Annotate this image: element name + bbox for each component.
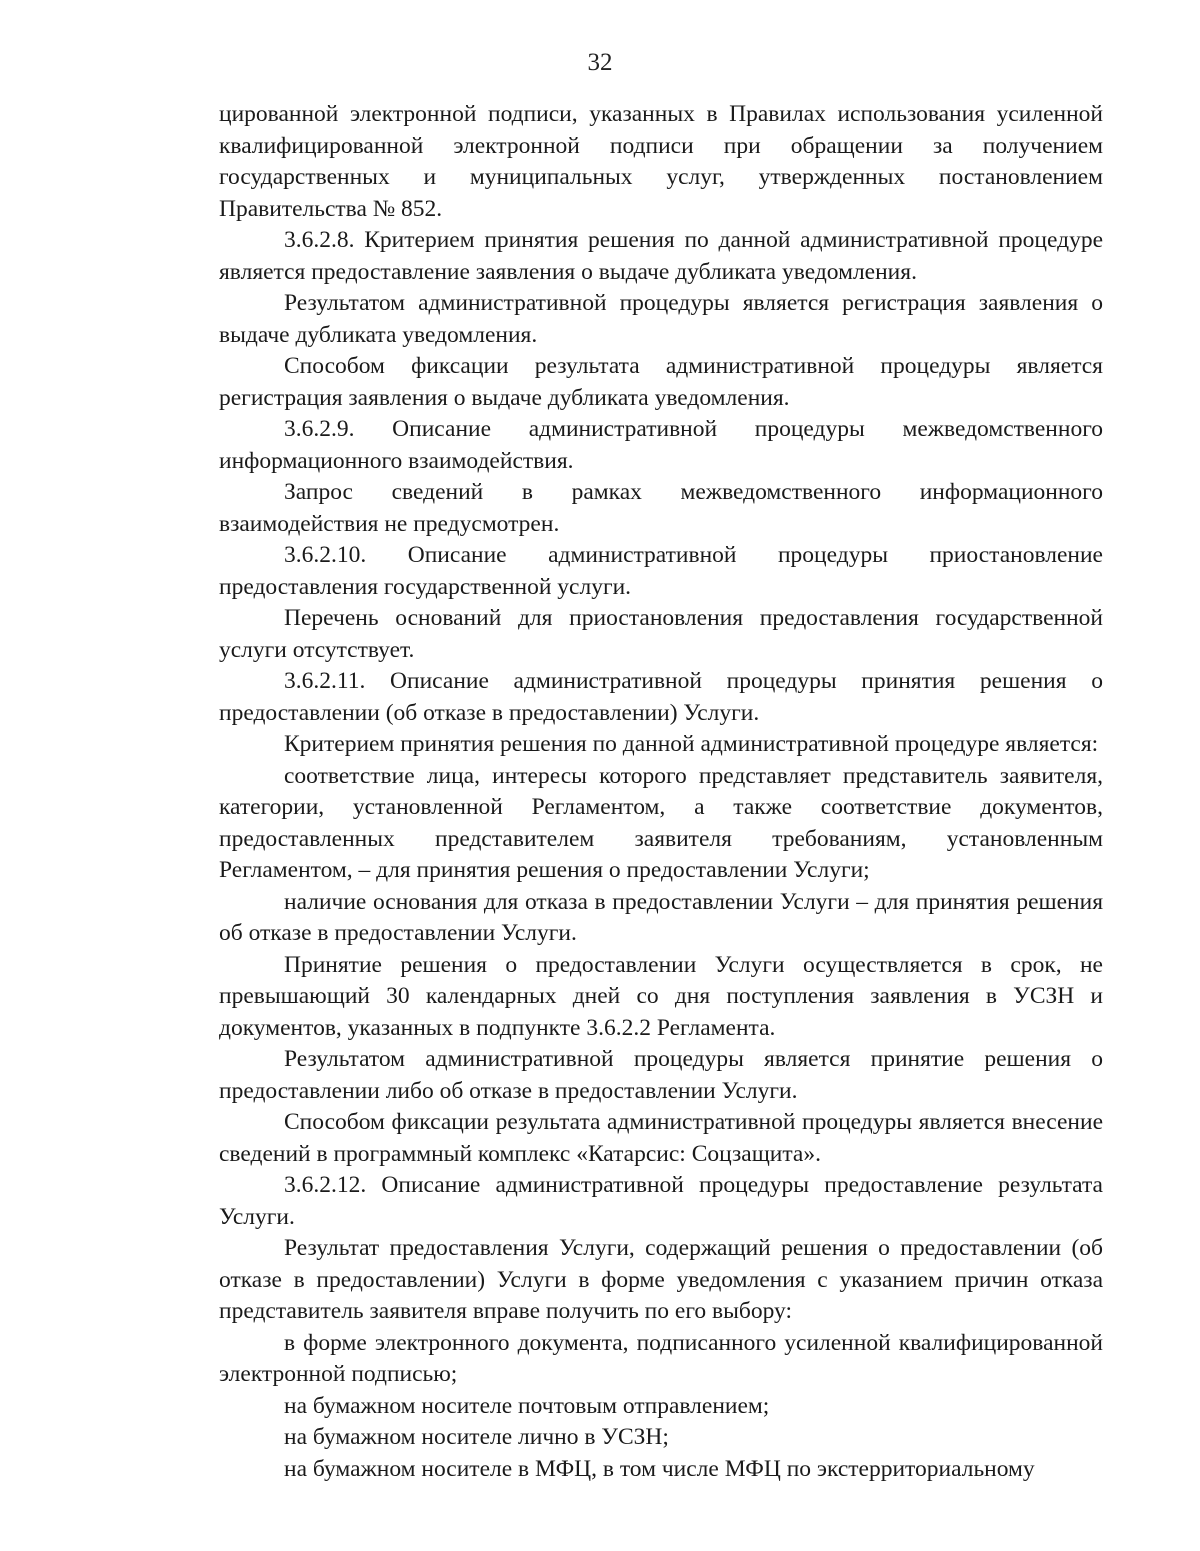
paragraph: Способом фиксации результата административной процедуры является регистрация заявления о выдаче дубликата уведомления. <box>219 353 1103 411</box>
paragraph: Способом фиксации результата административной процедуры является внесение сведений в программный комплекс «Катарсис: Соцзащита». <box>219 1109 1103 1167</box>
paragraph: Результатом административной процедуры является принятие решения о предоставлении либо об отказе в предоставлении Услуги. <box>219 1046 1103 1104</box>
paragraph: цированной электронной подписи, указанных в Правилах использования усиленной квалифицированной электронной подписи при обращении за получением государственных и муниципальных услуг, утвержденных постановлением Правительства № 852. <box>219 101 1103 222</box>
paragraph: Результатом административной процедуры является регистрация заявления о выдаче дубликата уведомления. <box>219 290 1103 348</box>
paragraph: 3.6.2.12. Описание административной процедуры предоставление результата Услуги. <box>219 1172 1103 1230</box>
paragraph: Принятие решения о предоставлении Услуги осуществляется в срок, не превышающий 30 календарных дней со дня поступления заявления в УСЗН и документов, указанных в подпункте 3.6.2.2 Регламента. <box>219 951 1103 1041</box>
paragraph: на бумажном носителе в МФЦ, в том числе МФЦ по экстерриториальному <box>284 1455 1035 1482</box>
paragraph: на бумажном носителе лично в УСЗН; <box>284 1424 669 1450</box>
paragraph: Запрос сведений в рамках межведомственного информационного взаимодействия не предусмотрен. <box>219 479 1103 537</box>
paragraph: 3.6.2.9. Описание административной процедуры межведомственного информационного взаимодействия. <box>219 416 1103 474</box>
paragraph: 3.6.2.8. Критерием принятия решения по данной административной процедуре является предоставление заявления о выдаче дубликата уведомления. <box>219 227 1103 285</box>
paragraph: в форме электронного документа, подписанного усиленной квалифицированной электронной подписью; <box>219 1329 1103 1387</box>
paragraph: на бумажном носителе почтовым отправлением; <box>284 1392 770 1419</box>
paragraph: наличие основания для отказа в предоставлении Услуги – для принятия решения об отказе в предоставлении Услуги. <box>219 888 1103 946</box>
paragraph: 3.6.2.11. Описание административной процедуры принятия решения о предоставлении (об отказе в предоставлении) Услуги. <box>219 668 1103 726</box>
paragraph: 3.6.2.10. Описание административной процедуры приостановление предоставления государственной услуги. <box>219 542 1103 600</box>
paragraph: Критерием принятия решения по данной административной процедуре является: <box>284 731 1099 757</box>
body-text <box>219 99 1103 1485</box>
paragraph: Перечень оснований для приостановления предоставления государственной услуги отсутствует. <box>219 605 1103 663</box>
paragraph: Результат предоставления Услуги, содержащий решения о предоставлении (об отказе в предоставлении) Услуги в форме уведомления с указанием причин отказа представитель заявителя вправе получить по его выбору: <box>219 1235 1103 1324</box>
paragraph: соответствие лица, интересы которого представляет представитель заявителя, категории, установленной Регламентом, а также соответствие документов, предоставленных представителем заявителя требованиям, установленным Регламентом, – для принятия решения о предоставлении Услуги; <box>219 762 1103 883</box>
page-number: 32 <box>587 49 613 76</box>
